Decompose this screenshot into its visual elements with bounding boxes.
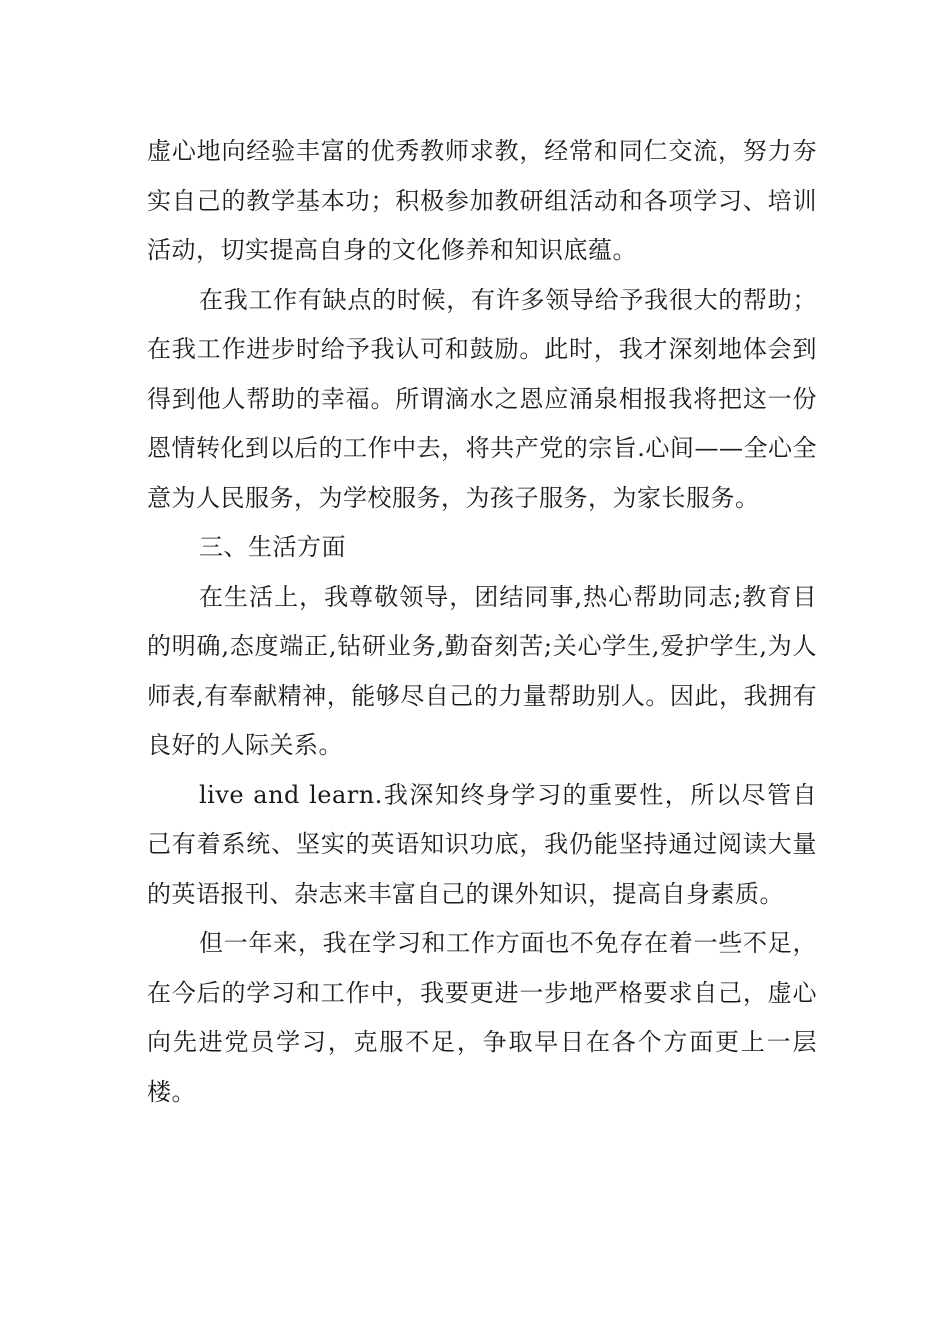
- paragraph-gratitude: 在我工作有缺点的时候，有许多领导给予我很大的帮助；在我工作进步时给予我认可和鼓励。此时，我才深刻地体会到得到他人帮助的幸福。所谓滴水之恩应涌泉相报我将把这一份恩情转化到以后的工作中去，将共产党的宗旨.心间——全心全意为人民服务，为学校服务，为孩子服务，为家长服务。: [147, 285, 817, 512]
- paragraph-life: 在生活上，我尊敬领导，团结同事,热心帮助同志;教育目的明确,态度端正,钻研业务,勤奋刻苦;关心学生,爱护学生,为人师表,有奉献精神，能够尽自己的力量帮助别人。因此，我拥有良好的人际关系。: [147, 582, 817, 759]
- paragraph-study: 虚心地向经验丰富的优秀教师求教，经常和同仁交流，努力夯实自己的教学基本功；积极参加教研组活动和各项学习、培训活动，切实提高自身的文化修养和知识底蕴。: [147, 137, 817, 264]
- paragraph-learning: live and learn.我深知终身学习的重要性，所以尽管自己有着系统、坚实的英语知识功底，我仍能坚持通过阅读大量的英语报刊、杂志来丰富自己的课外知识，提高自身素质。: [147, 780, 817, 908]
- paragraph-shortcomings: 但一年来，我在学习和工作方面也不免存在着一些不足，在今后的学习和工作中，我要更进一步地严格要求自己，虚心向先进党员学习，克服不足，争取早日在各个方面更上一层楼。: [147, 929, 817, 1106]
- section-heading-life: 三、生活方面: [199, 533, 346, 561]
- document-body: [147, 127, 817, 1117]
